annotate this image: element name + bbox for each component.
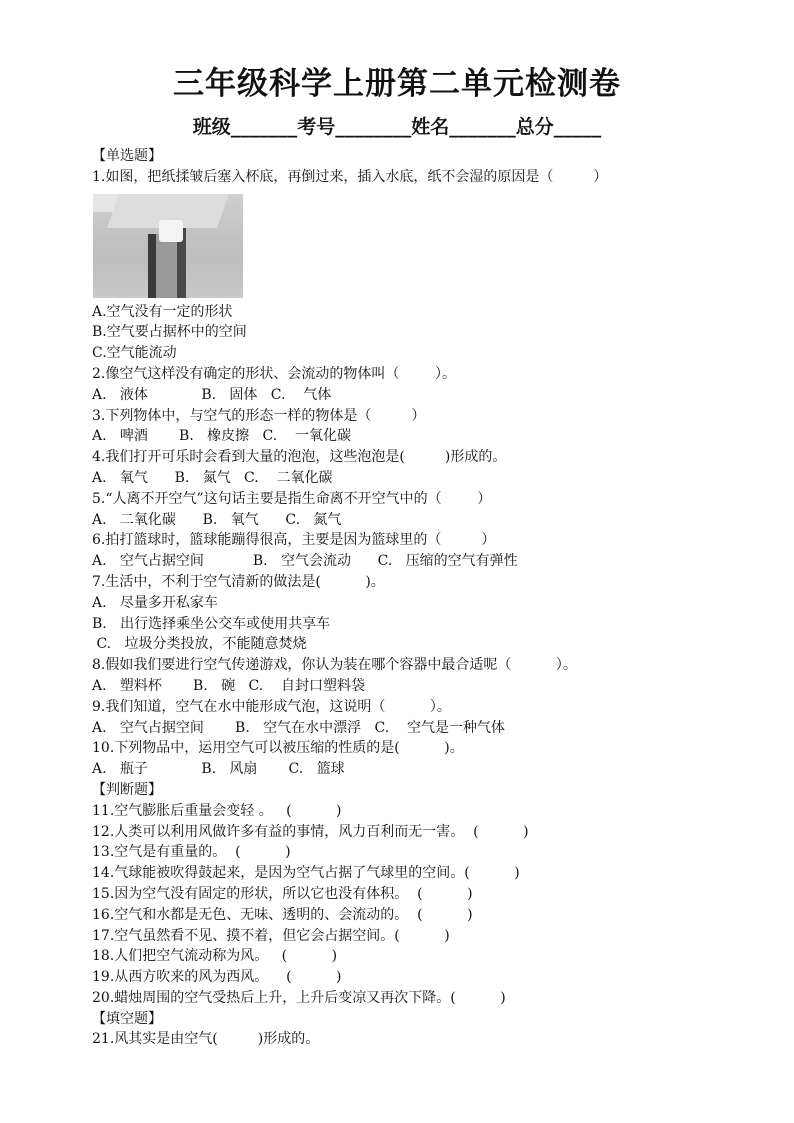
- question-13: 13.空气是有重量的。 ( ): [92, 844, 291, 861]
- question-5: 5.“人离不开空气”这句话主要是指生命离不开空气中的（ ）: [92, 490, 492, 507]
- question-20: 20.蜡烛周围的空气受热后上升，上升后变凉又再次下降。( ): [92, 989, 506, 1006]
- question-5-options: A. 二氧化碳 B. 氧气 C. 氮气: [92, 511, 342, 528]
- section-fill-blank: 【填空题】: [92, 1010, 162, 1027]
- question-9: 9.我们知道，空气在水中能形成气泡，这说明（ ）。: [92, 698, 451, 715]
- question-10: 10.下列物品中，运用空气可以被压缩的性质的是( )。: [92, 740, 464, 757]
- question-11: 11.空气膨胀后重量会变轻 。 ( ): [92, 802, 342, 819]
- question-6: 6.拍打篮球时，篮球能蹦得很高，主要是因为篮球里的（ ）: [92, 532, 496, 549]
- question-17: 17.空气虽然看不见、摸不着，但它会占据空间。( ): [92, 927, 450, 944]
- question-4: 4.我们打开可乐时会看到大量的泡泡，这些泡泡是( )形成的。: [92, 449, 507, 466]
- question-9-options: A. 空气占据空间 B. 空气在水中漂浮 C. 空气是一种气体: [92, 719, 505, 736]
- question-2: 2.像空气这样没有确定的形状、会流动的物体叫（ ）。: [92, 365, 456, 382]
- section-single-choice: 【单选题】: [92, 148, 162, 164]
- question-18: 18.人们把空气流动称为风。 ( ): [92, 948, 338, 965]
- section-judgment: 【判断题】: [92, 781, 162, 798]
- question-15: 15.因为空气没有固定的形状，所以它也没有体积。 ( ): [92, 885, 473, 902]
- question-7-option-b: B. 出行选择乘坐公交车或使用共享车: [92, 615, 331, 632]
- question-10-options: A. 瓶子 B. 风扇 C. 篮球: [92, 761, 345, 778]
- question-1-option-b: B.空气要占据杯中的空间: [92, 324, 247, 341]
- question-7-option-c: C. 垃圾分类投放，不能随意焚烧: [92, 636, 307, 653]
- question-7-option-a: A. 尽量多开私家车: [92, 594, 218, 611]
- question-3: 3.下列物体中，与空气的形态一样的物体是（ ）: [92, 407, 426, 424]
- question-list: [92, 146, 772, 1050]
- question-1-option-a: A.空气没有一定的形状: [92, 303, 233, 320]
- question-1-figure: [92, 188, 772, 302]
- question-7: 7.生活中，不利于空气清新的做法是( )。: [92, 573, 385, 590]
- question-1-option-c: C.空气能流动: [92, 345, 177, 362]
- question-12: 12.人类可以利用风做许多有益的事情，风力百利而无一害。 ( ): [92, 823, 529, 840]
- question-16: 16.空气和水都是无色、无味、透明的、会流动的。 ( ): [92, 906, 473, 923]
- question-8-options: A. 塑料杯 B. 碗 C. 自封口塑料袋: [92, 677, 365, 694]
- question-14: 14.气球能被吹得鼓起来，是因为空气占据了气球里的空间。( ): [92, 865, 520, 882]
- question-8: 8.假如我们要进行空气传递游戏，你认为装在哪个容器中最合适呢（ ）。: [92, 657, 577, 674]
- page-title: 三年级科学上册第二单元检测卷: [173, 66, 621, 102]
- question-6-options: A. 空气占据空间 B. 空气会流动 C. 压缩的空气有弹性: [92, 553, 518, 570]
- question-1: 1.如图，把纸揉皱后塞入杯底，再倒过来，插入水底，纸不会湿的原因是（ ）: [92, 168, 608, 185]
- cup-in-water-photo: [93, 194, 243, 298]
- question-2-options: A. 液体 B. 固体 C. 气体: [92, 386, 332, 403]
- student-info-line: 班级_______考号________姓名_______总分_____: [192, 116, 602, 138]
- question-19: 19.从西方吹来的风为西风。 ( ): [92, 969, 342, 986]
- question-3-options: A. 啤酒 B. 橡皮擦 C. 一氧化碳: [92, 428, 351, 445]
- question-4-options: A. 氧气 B. 氮气 C. 二氧化碳: [92, 469, 333, 486]
- question-21: 21.风其实是由空气( )形成的。: [92, 1031, 320, 1048]
